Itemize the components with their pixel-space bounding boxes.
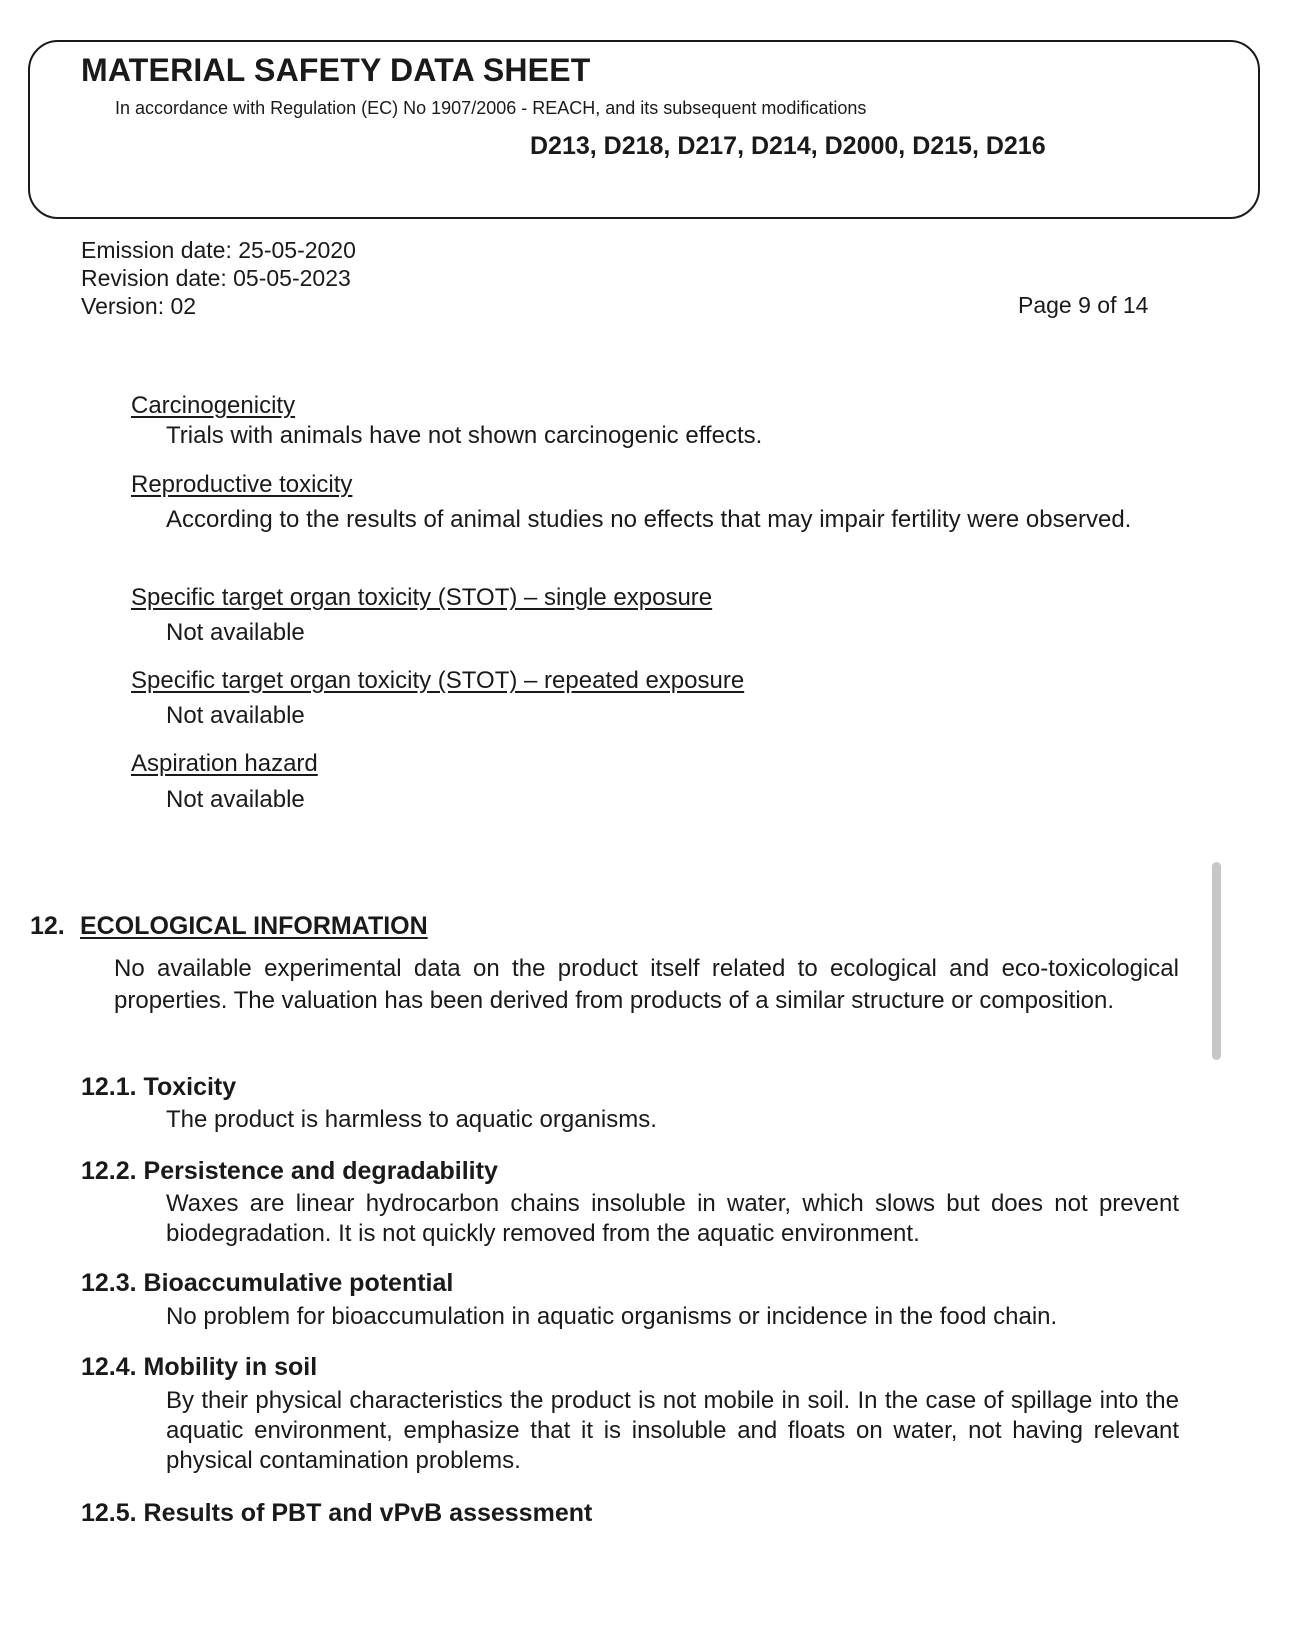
scrollbar[interactable] bbox=[1212, 862, 1221, 1060]
document-meta bbox=[81, 236, 356, 320]
bioaccumulative-text: No problem for bioaccumulation in aquatic organisms or incidence in the food chain. bbox=[166, 1303, 1058, 1330]
aspiration-hazard-heading: Aspiration hazard bbox=[131, 750, 318, 777]
bioaccumulative-heading: 12.3. Bioaccumulative potential bbox=[81, 1269, 454, 1297]
pbt-assessment-heading: 12.5. Results of PBT and vPvB assessment bbox=[81, 1499, 593, 1527]
product-codes: D213, D218, D217, D214, D2000, D215, D216 bbox=[530, 132, 1046, 160]
stot-single-heading: Specific target organ toxicity (STOT) – single exposure bbox=[131, 584, 713, 611]
section-title: ECOLOGICAL INFORMATION bbox=[80, 912, 428, 940]
emission-date: Emission date: 25-05-2020 bbox=[81, 237, 356, 263]
reproductive-toxicity-heading: Reproductive toxicity bbox=[131, 471, 353, 498]
section-12-heading bbox=[30, 912, 428, 941]
mobility-heading: 12.4. Mobility in soil bbox=[81, 1353, 318, 1381]
stot-single-text: Not available bbox=[166, 619, 305, 646]
persistence-text: Waxes are linear hydrocarbon chains insoluble in water, which slows but does not prevent biodegradation. It is not quickly removed from the aquatic environment. bbox=[166, 1190, 1179, 1247]
reproductive-toxicity-text: According to the results of animal studies no effects that may impair fertility were observed. bbox=[166, 506, 1132, 533]
page-number: Page 9 of 14 bbox=[1018, 292, 1149, 318]
persistence-heading: 12.2. Persistence and degradability bbox=[81, 1157, 498, 1185]
stot-repeated-heading: Specific target organ toxicity (STOT) – repeated exposure bbox=[131, 667, 745, 694]
stot-repeated-text: Not available bbox=[166, 702, 305, 729]
toxicity-heading: 12.1. Toxicity bbox=[81, 1073, 237, 1101]
document-header bbox=[28, 40, 1260, 219]
toxicity-text: The product is harmless to aquatic organisms. bbox=[166, 1106, 657, 1133]
aspiration-hazard-text: Not available bbox=[166, 786, 305, 813]
carcinogenicity-heading: Carcinogenicity bbox=[131, 392, 296, 419]
carcinogenicity-text: Trials with animals have not shown carcinogenic effects. bbox=[166, 422, 763, 449]
revision-date: Revision date: 05-05-2023 bbox=[81, 265, 351, 291]
version: Version: 02 bbox=[81, 293, 197, 319]
mobility-text: By their physical characteristics the product is not mobile in soil. In the case of spillage into the aquatic environment, emphasize that it is insoluble and floats on water, not having relevant physical contamination problems. bbox=[166, 1387, 1179, 1474]
document-title: MATERIAL SAFETY DATA SHEET bbox=[81, 52, 591, 88]
section-12-intro: No available experimental data on the product itself related to ecological and eco-toxicological properties. The valuation has been derived from products of a similar structure or composition. bbox=[114, 955, 1179, 1014]
section-number: 12. bbox=[30, 912, 65, 940]
regulation-note: In accordance with Regulation (EC) No 1907/2006 - REACH, and its subsequent modifications bbox=[115, 98, 867, 118]
